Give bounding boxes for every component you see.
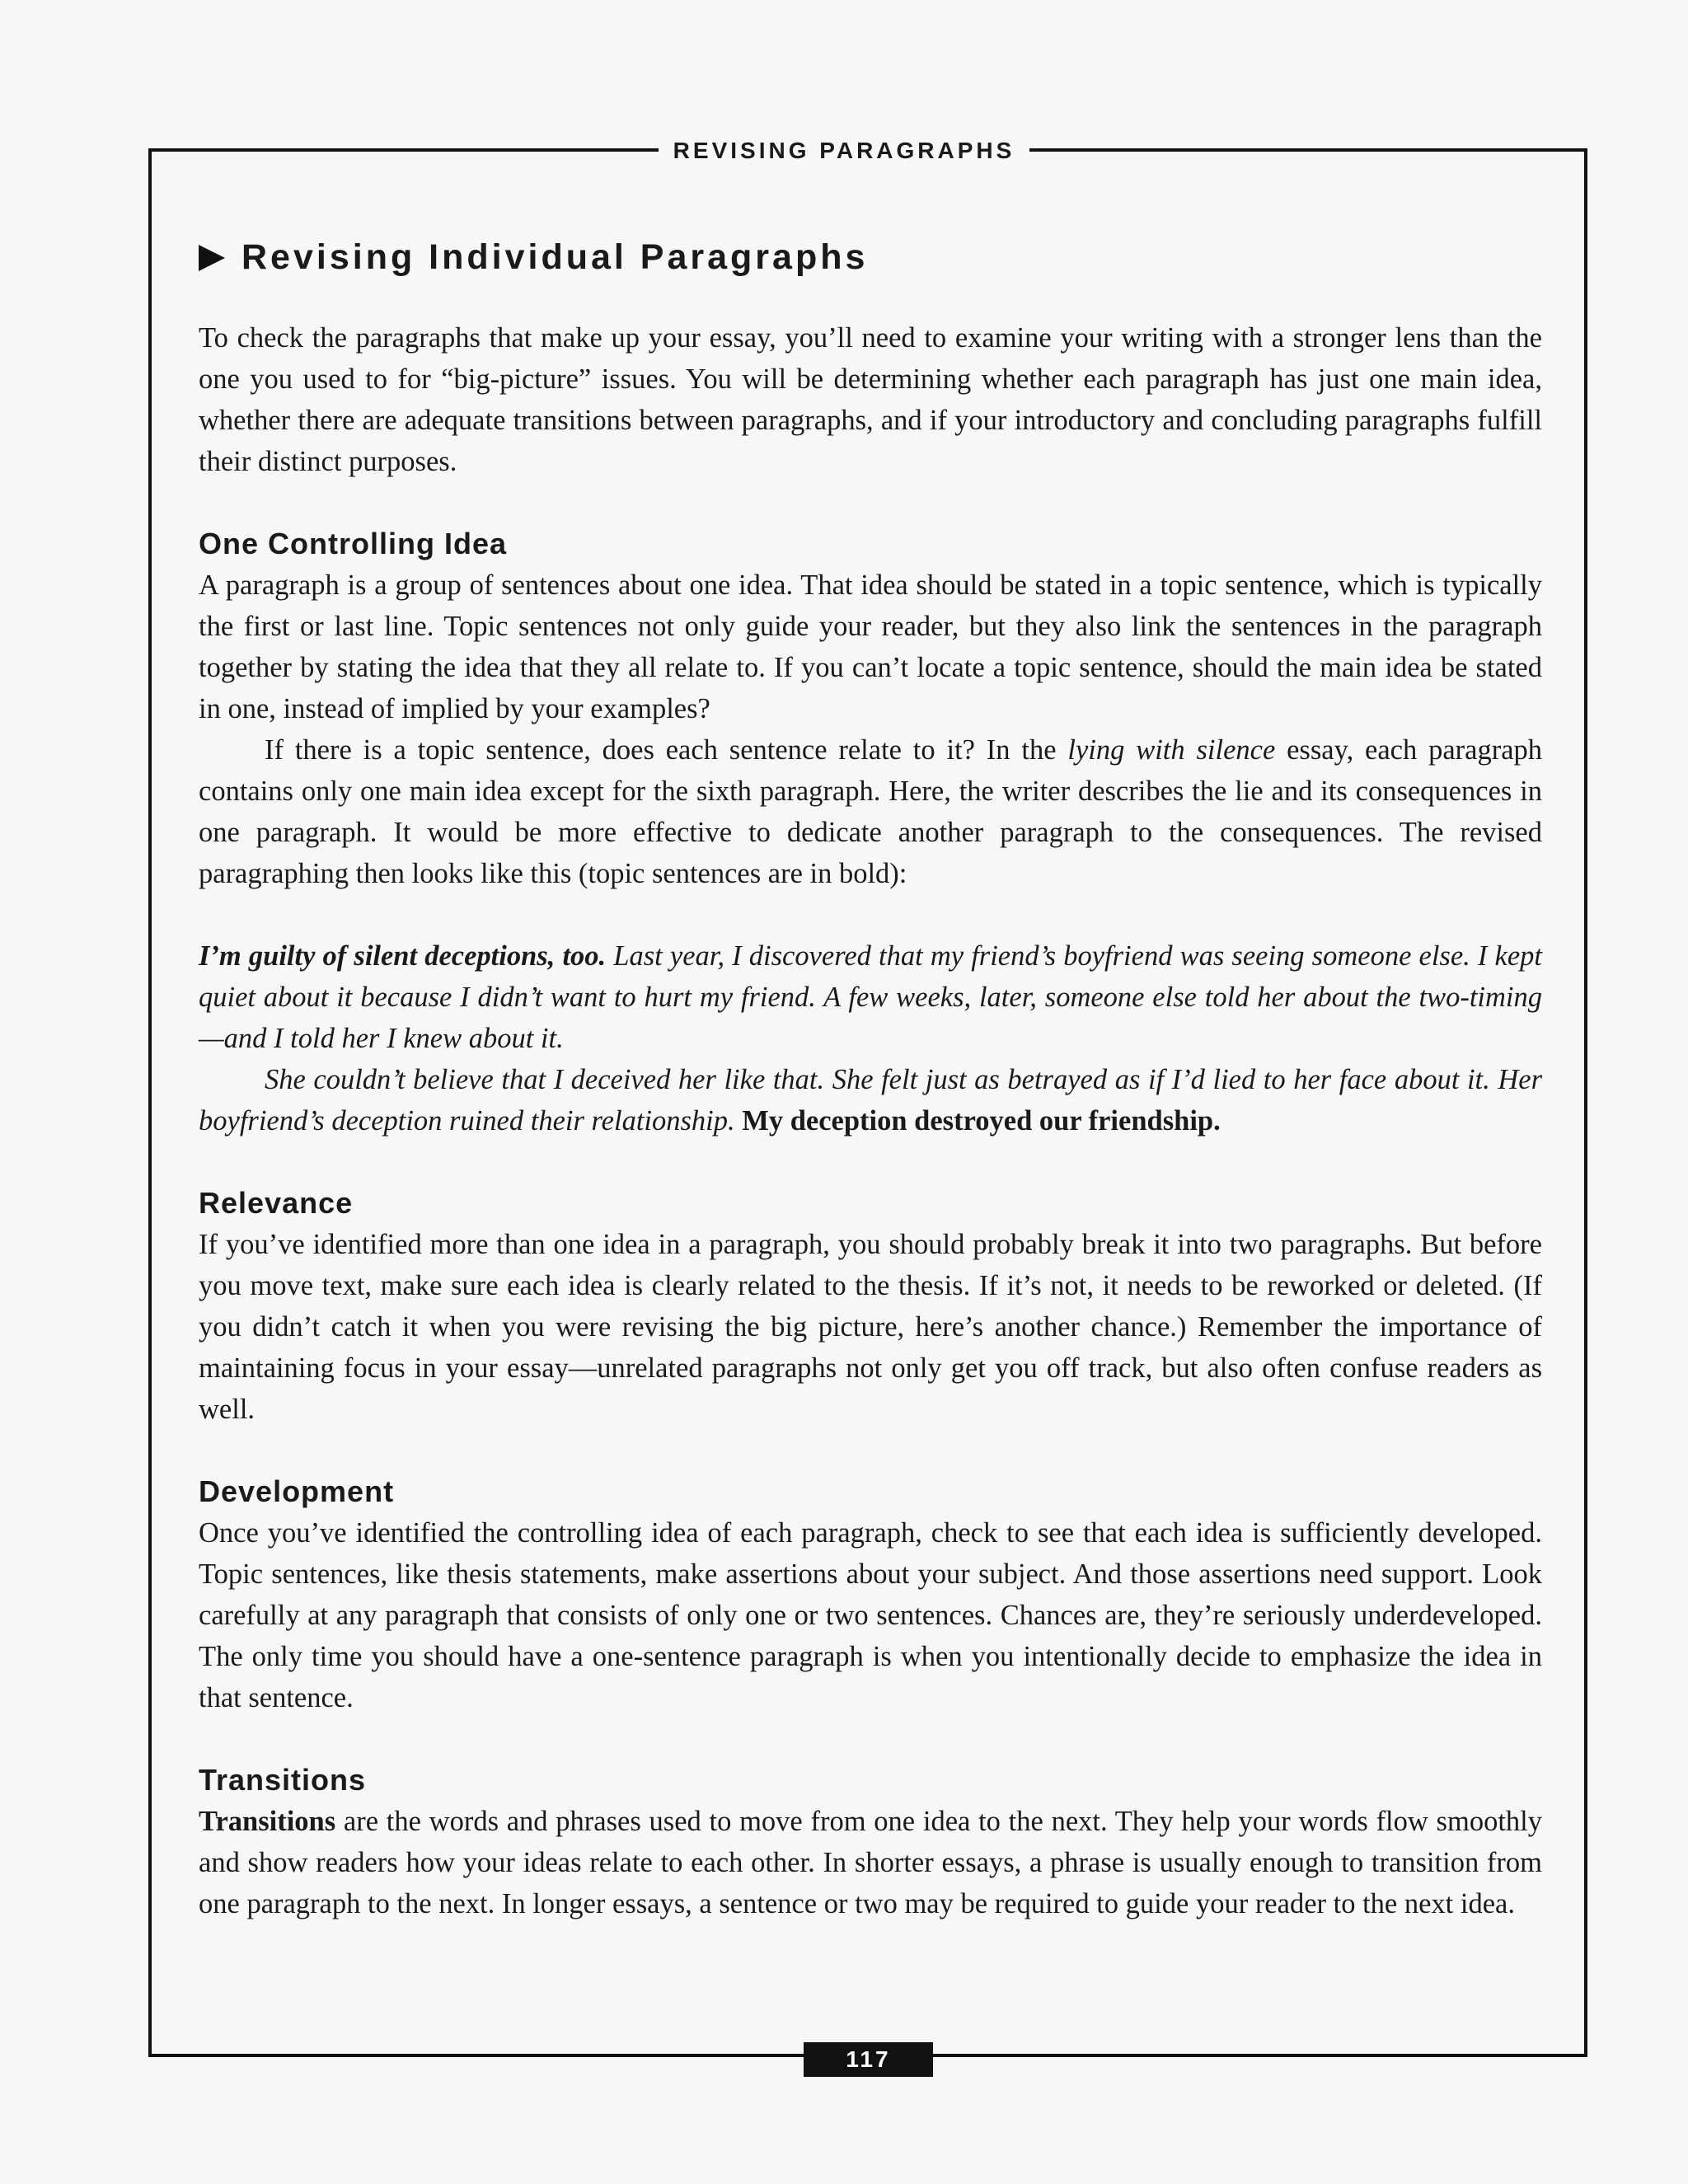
intro-paragraph: To check the paragraphs that make up your essay, you’ll need to examine your writing with a stronger lens than the one you used to for “big-picture” issues. You will be determining whether each paragraph has just one main idea, whether there are adequate transitions between paragraphs, and if your introductory and concluding paragraphs fulfill their distinct purposes. xyxy=(199,322,1542,477)
running-head-text: REVISING PARAGRAPHS xyxy=(659,134,1030,168)
page-number: 117 xyxy=(804,2042,933,2077)
example-topic-sentence-2: My deception destroyed our friendship. xyxy=(742,1105,1221,1137)
relevance-paragraph: If you’ve identified more than one idea in a paragraph, you should probably break it into two paragraphs. But before you move text, make sure each idea is clearly related to the thesis. If it’s not, it needs to be reworked or deleted. (If you didn’t catch it when you were revising the big picture, here’s another chance.) Remember the importance of maintaining focus in your essay—unrelated paragraphs not only get you off track, but also often confuse readers as well. xyxy=(199,1229,1542,1425)
section-header xyxy=(199,237,1542,278)
page-content xyxy=(199,237,1542,1924)
heading-development: Development xyxy=(199,1474,395,1508)
essay-title-italic: lying with silence xyxy=(1067,734,1276,766)
development-paragraph: Once you’ve identified the controlling idea of each paragraph, check to see that each idea is sufficiently developed. Topic sentences, like thesis statements, make assertions about your subject. And those assertions need support. Look carefully at any paragraph that consists of only one or two sentences. Chances are, they’re seriously underdeveloped. The only time you should have a one-sentence paragraph is when you intentionally decide to emphasize the idea in that sentence. xyxy=(199,1517,1542,1713)
transitions-term: Transitions xyxy=(199,1806,336,1837)
example-paragraph-1: I’m guilty of silent deceptions, too. Last year, I discovered that my friend’s boyfriend was seeing someone else. I kept quiet about it because I didn’t want to hurt my friend. A few weeks, later, someone else told her about the two-timing—and I told her I knew about it. xyxy=(199,940,1543,1054)
transitions-paragraph: Transitions are the words and phrases used to move from one idea to the next. They help your words flow smoothly and show readers how your ideas relate to each other. In shorter essays, a phrase is usually enough to transition from one paragraph to the next. In longer essays, a sentence or two may be required to guide your reader to the next idea. xyxy=(199,1806,1542,1919)
heading-transitions: Transitions xyxy=(199,1763,367,1797)
running-head xyxy=(0,134,1688,168)
example-paragraph-2: She couldn’t believe that I deceived her like that. She felt just as betrayed as if I’d lied to her face about it. Her boyfriend’s deception ruined their relationship. My deception destroyed our friendship. xyxy=(199,1064,1542,1137)
example-topic-sentence-1: I’m guilty of silent deceptions, too. xyxy=(199,940,607,972)
heading-relevance: Relevance xyxy=(199,1186,354,1220)
section-title: Revising Individual Paragraphs xyxy=(241,237,869,277)
controlling-paragraph-1: A paragraph is a group of sentences about one idea. That idea should be stated in a topic sentence, which is typically the first or last line. Topic sentences not only guide your reader, but they also link the sentences in the paragraph together by stating the idea that they all relate to. If you can’t locate a topic sentence, should the main idea be stated in one, instead of implied by your examples? xyxy=(199,569,1542,724)
controlling-paragraph-2: If there is a topic sentence, does each sentence relate to it? In the lying with silence essay, each paragraph contains only one main idea except for the sixth paragraph. Here, the writer describes the lie and its consequences in one paragraph. It would be more effective to dedicate another paragraph to the consequences. The revised paragraphing then looks like this (topic sentences are in bold): xyxy=(199,734,1543,889)
triangle-bullet-icon xyxy=(199,245,225,271)
heading-one-controlling-idea: One Controlling Idea xyxy=(199,527,508,560)
